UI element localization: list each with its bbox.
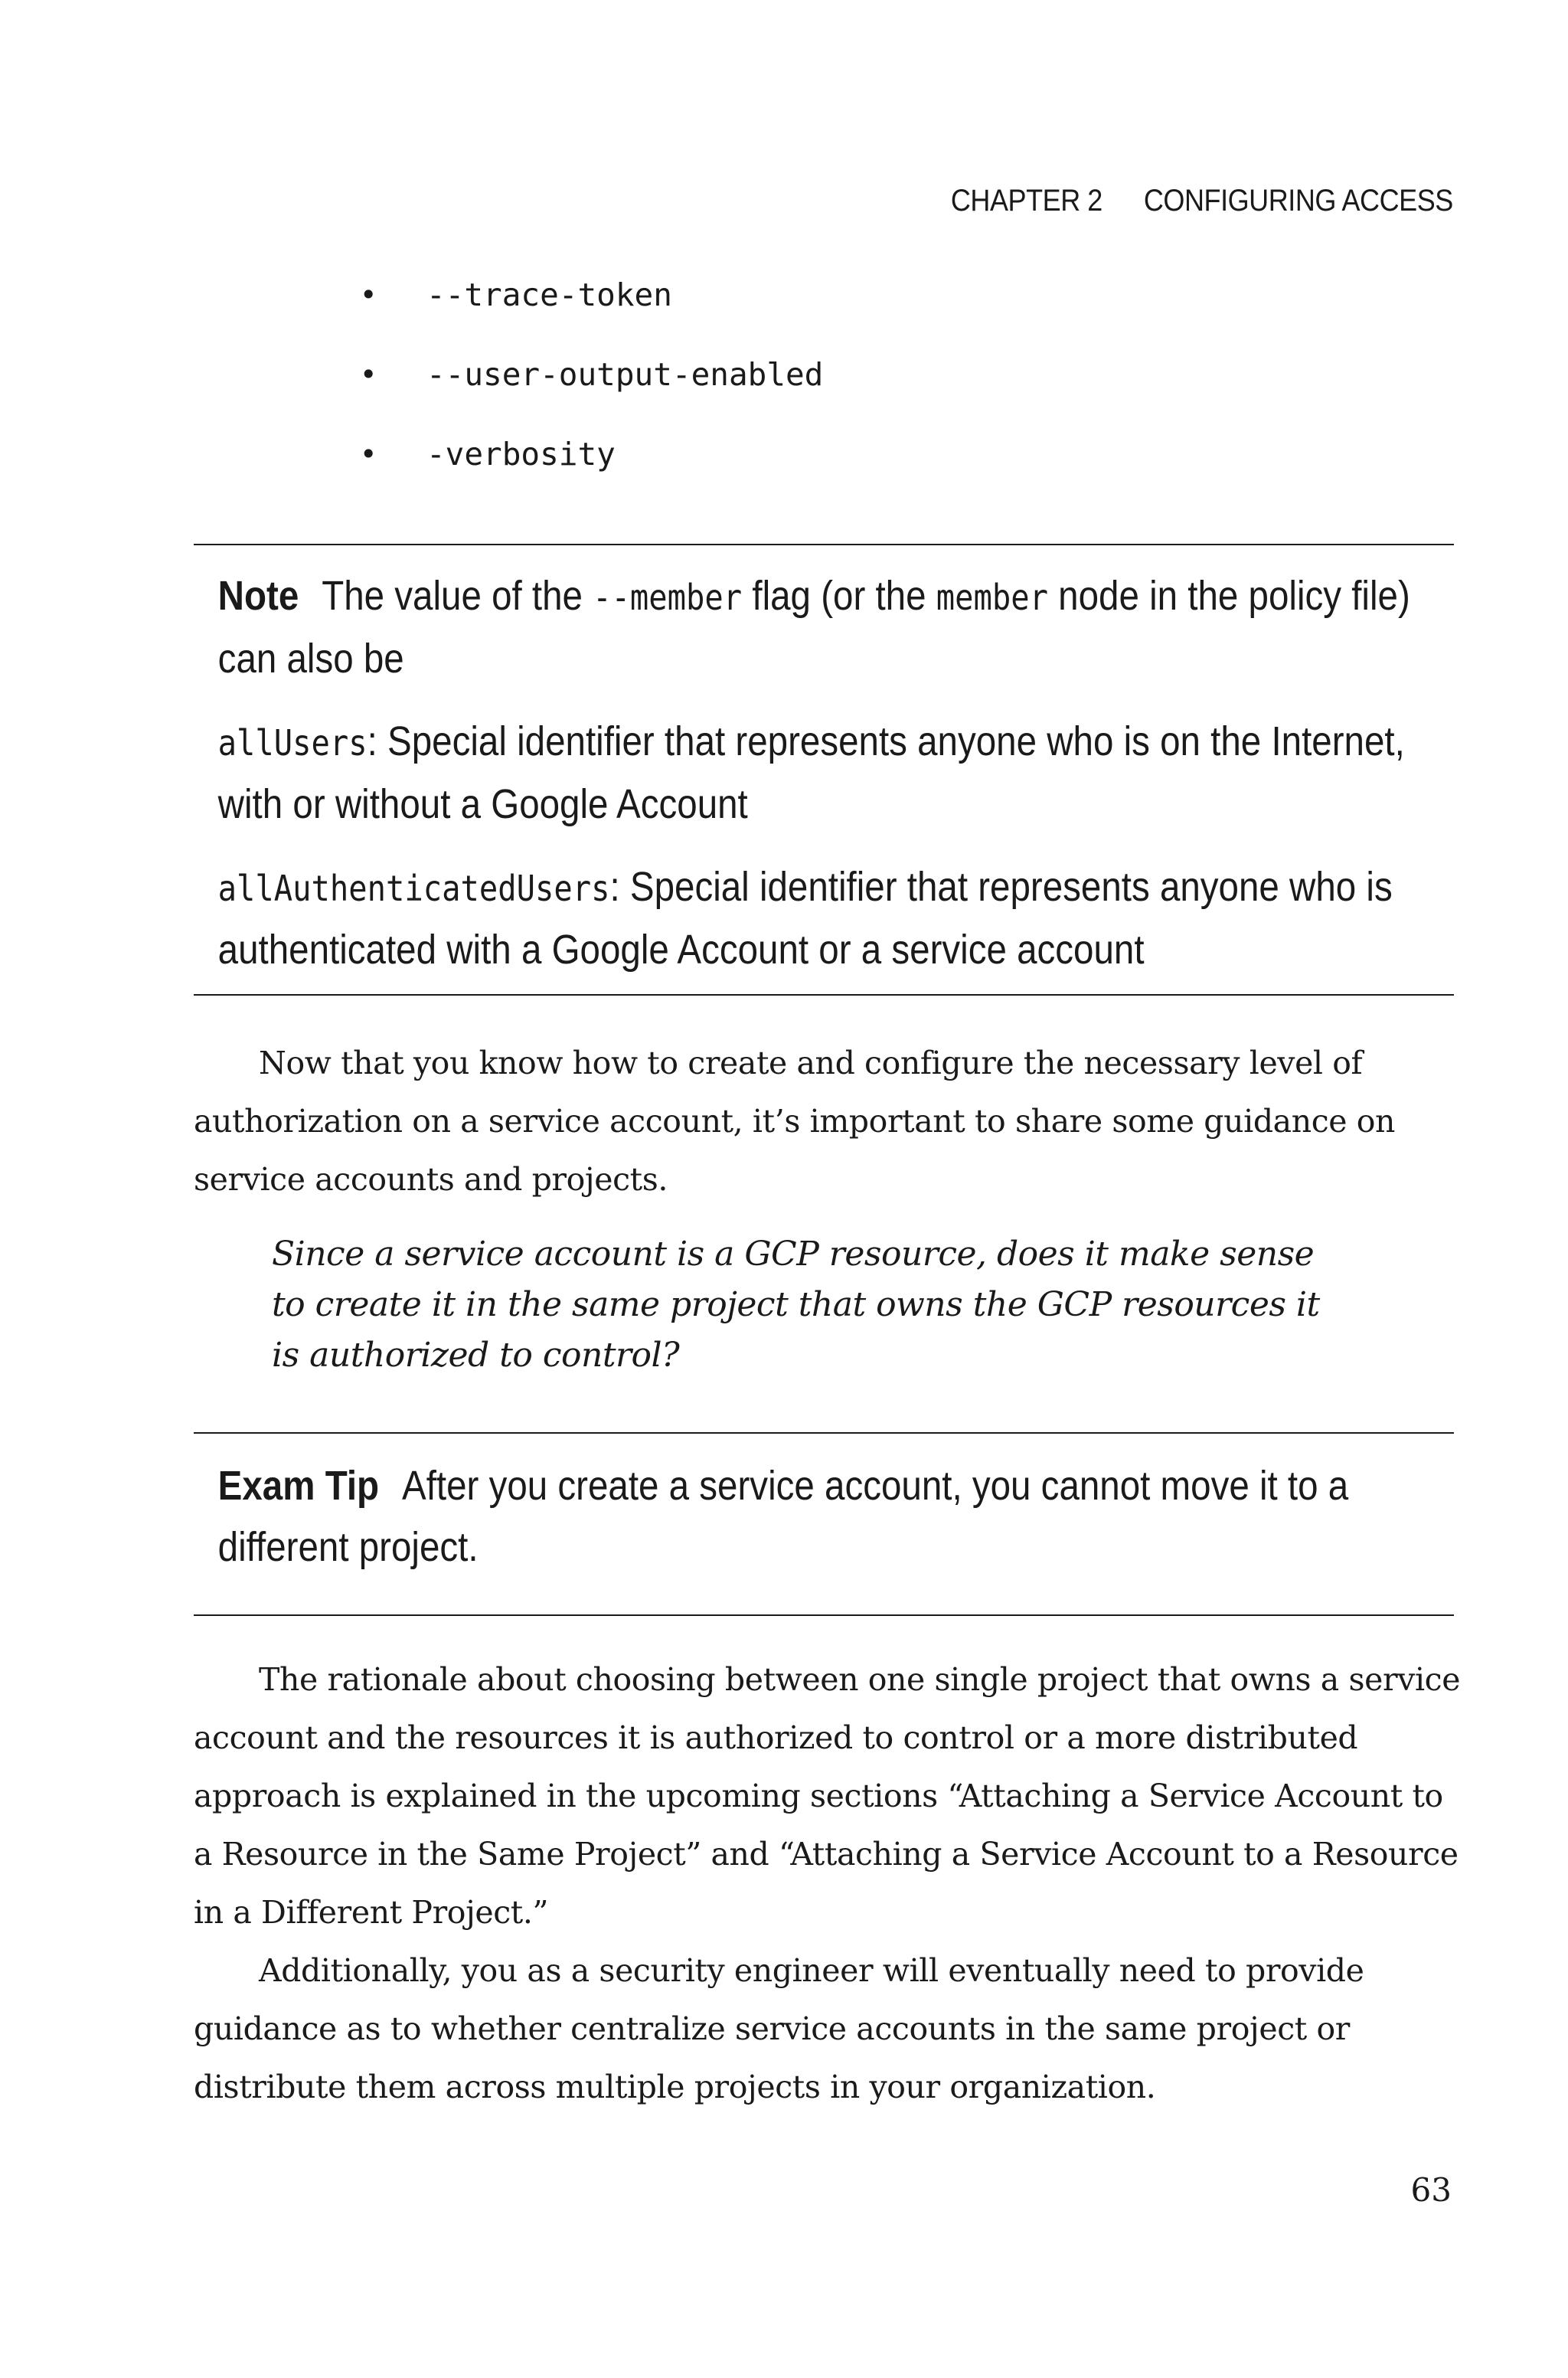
note-text: flag (or the	[742, 573, 936, 619]
flag-list	[360, 272, 823, 511]
body-section-1	[194, 1034, 1465, 1209]
list-item: • --user-output-enabled	[360, 352, 823, 431]
exam-tip-box	[194, 1432, 1454, 1616]
paragraph: The rationale about choosing between one single project that owns a service account and the resources it is authorized to control or a more distributed approach is explained in the upcoming sections “Attaching a Service Account to a Resource in the Same Project” and “Attaching a Service Account to a Resource in a Different Project.”	[194, 1661, 1461, 1931]
note-term: allAuthenticatedUsers	[217, 868, 610, 909]
quote-line: Since a service account is a GCP resource, does it make sense	[272, 1235, 1315, 1274]
chapter-number: CHAPTER 2	[951, 184, 1103, 218]
member-flag: --member	[593, 577, 743, 618]
member-node: member	[936, 577, 1048, 618]
quote-line: is authorized to control?	[272, 1336, 680, 1375]
exam-tip-label: Exam Tip	[217, 1463, 380, 1509]
paragraph: Additionally, you as a security engineer will eventually need to provide guidance as to whether centralize service accounts in the same project or distribute them across multiple projects in your organization.	[194, 1952, 1364, 2105]
chapter-title: CONFIGURING ACCESS	[1144, 184, 1453, 218]
note-item-allusers	[218, 711, 1431, 835]
exam-tip-text	[218, 1455, 1431, 1578]
exam-tip-body: After you create a service account, you cannot move it to a different project.	[217, 1463, 1349, 1570]
list-item: • -verbosity	[360, 431, 823, 511]
paragraph: Now that you know how to create and configure the necessary level of authorization on a service account, it’s important to share some guidance on service accounts and projects.	[194, 1045, 1396, 1198]
note-desc: : Special identifier that represents anyone who is on the Internet, with or without a Google Account	[217, 718, 1405, 827]
list-item: • --trace-token	[360, 272, 823, 352]
note-term: allUsers	[217, 722, 368, 764]
page-number: 63	[1410, 2171, 1452, 2209]
note-box	[194, 544, 1454, 996]
body-section-2	[194, 1650, 1465, 2116]
note-desc: : Special identifier that represents anyone who is authenticated with a Google Account or a service account	[217, 864, 1393, 973]
quote-line: to create it in the same project that owns the GCP resources it	[272, 1285, 1320, 1324]
note-label: Note	[217, 573, 299, 619]
running-header	[951, 184, 1453, 218]
note-text: node in the policy file) can also be	[217, 573, 1410, 682]
note-text: The value of the	[322, 573, 593, 619]
note-intro	[218, 565, 1431, 689]
note-item-allauthenticatedusers	[218, 856, 1431, 980]
block-quote	[272, 1229, 1466, 1381]
